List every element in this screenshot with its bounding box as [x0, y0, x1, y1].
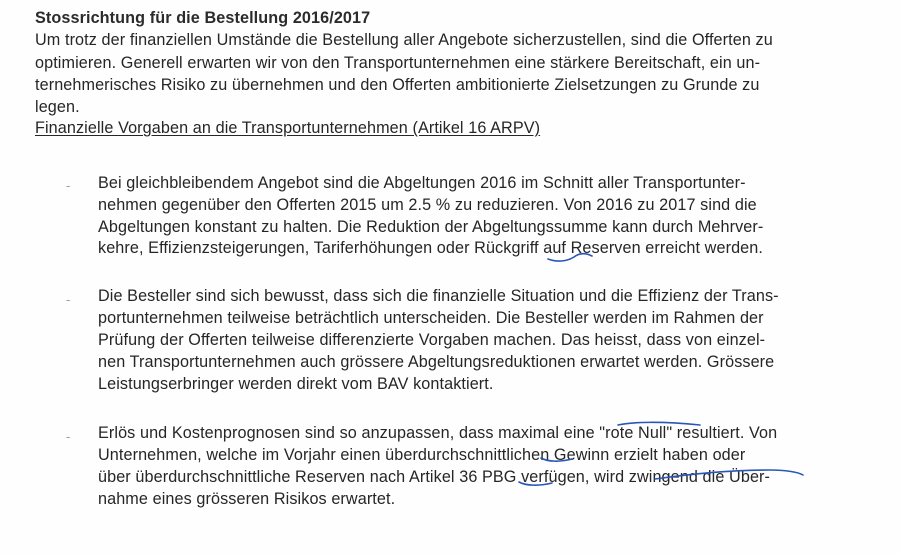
intro-line-3: ternehmerisches Risiko zu übernehmen und den Offerten ambitionierte Zielsetzungen zu Grunde zu: [35, 76, 760, 94]
intro-line-1: Um trotz der finanziellen Umstände die Bestellung aller Angebote sicherzustellen, sind die Offerten zu: [35, 31, 773, 49]
bullet-3-line-4: nahme eines grösseren Risikos erwartet.: [98, 490, 396, 508]
bullet-3-line-2: Unternehmen, welche im Vorjahr einen überdurchschnittlichen Gewinn erzielt haben oder: [98, 446, 746, 464]
bullet-1-line-2: nehmen gegenüber den Offerten 2015 um 2.5 % zu reduzieren. Von 2016 zu 2017 sind die: [98, 196, 757, 214]
bullet-3-line-3: über überdurchschnittliche Reserven nach Artikel 36 PBG verfügen, wird zwingend die Über-: [98, 468, 771, 486]
bullet-marker-2: -: [66, 292, 71, 307]
bullet-2-line-4: nen Transportunternehmen auch grössere Abgeltungsreduktionen erwartet werden. Grössere: [98, 353, 775, 371]
bullet-2-line-3: Prüfung der Offerten teilweise differenzierte Vorgaben machen. Das heisst, dass von einzel-: [98, 331, 766, 349]
bullet-marker-1: -: [66, 178, 71, 193]
bullet-2-line-5: Leistungserbringer werden direkt vom BAV kontaktiert.: [98, 375, 494, 393]
bullet-1-line-1: Bei gleichbleibendem Angebot sind die Abgeltungen 2016 im Schnitt aller Transportunter-: [98, 174, 746, 192]
bullet-marker-3: -: [66, 429, 71, 444]
bullet-1-line-3: Abgeltungen konstant zu halten. Die Reduktion der Abgeltungssumme kann durch Mehrver-: [98, 218, 764, 236]
section-subheading: Finanzielle Vorgaben an die Transportunternehmen (Artikel 16 ARPV): [35, 119, 541, 137]
document-heading: Stossrichtung für die Bestellung 2016/2017: [35, 9, 371, 27]
intro-line-2: optimieren. Generell erwarten wir von den Transportunternehmen eine stärkere Bereitschaft, ein un-: [35, 54, 761, 72]
bullet-2-line-2: portunternehmen teilweise beträchtlich unterscheiden. Die Besteller werden im Rahmen der: [98, 309, 764, 327]
intro-line-4: legen.: [35, 98, 80, 116]
bullet-1-line-4: kehre, Effizienzsteigerungen, Tariferhöhungen oder Rückgriff auf Reserven erreicht werden.: [98, 239, 763, 257]
bullet-2-line-1: Die Besteller sind sich bewusst, dass sich die finanzielle Situation und die Effizienz der Trans-: [98, 287, 779, 305]
bullet-3-line-1: Erlös und Kostenprognosen sind so anzupassen, dass maximal eine "rote Null" resultiert. Von: [98, 424, 778, 442]
